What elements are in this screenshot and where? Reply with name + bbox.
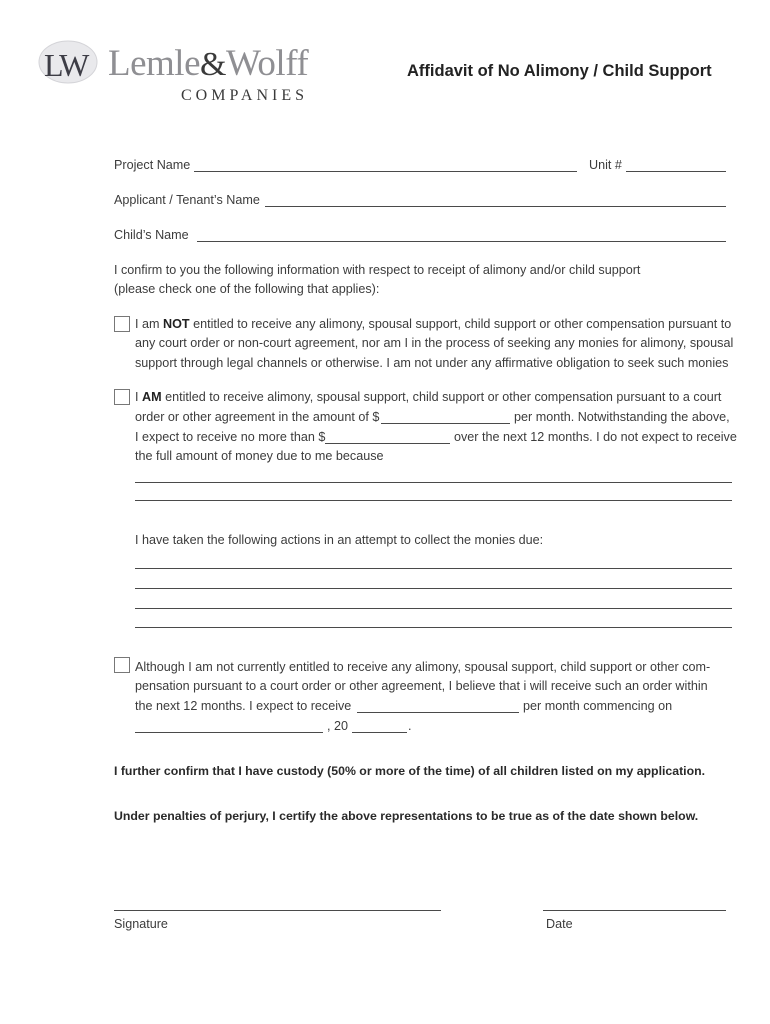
- actions-line-4[interactable]: [135, 627, 732, 628]
- option2-line-2b: per month. Notwithstanding the above,: [514, 410, 730, 424]
- option3-line-1: Although I am not currently entitled to receive any alimony, spousal support, child support or other com-: [135, 660, 711, 674]
- option3-line-3b: per month commencing on: [523, 699, 673, 713]
- intro-line-2: (please check one of the following that applies):: [114, 282, 380, 296]
- child-name-field[interactable]: [197, 241, 726, 242]
- option2-line-1: [135, 388, 721, 408]
- perjury-statement: Under penalties of perjury, I certify the above representations to be true as of the date shown below.: [114, 809, 699, 823]
- commencing-year-field[interactable]: [352, 732, 407, 733]
- reason-line-2[interactable]: [135, 500, 732, 501]
- actions-label: I have taken the following actions in an attempt to collect the monies due:: [135, 533, 544, 547]
- signature-field[interactable]: [114, 910, 441, 911]
- reason-line-1[interactable]: [135, 482, 732, 483]
- option-not-entitled-checkbox[interactable]: [114, 316, 130, 332]
- date-label: Date: [546, 917, 573, 931]
- option-entitled-checkbox[interactable]: [114, 389, 130, 405]
- option2-line-3b: over the next 12 months. I do not expect to receive: [454, 430, 737, 444]
- actions-line-1[interactable]: [135, 568, 732, 569]
- option-expect-order-checkbox[interactable]: [114, 657, 130, 673]
- option2-prefix: I: [135, 390, 142, 404]
- option2-line-2a: order or other agreement in the amount of $: [135, 410, 380, 424]
- svg-text:LW: LW: [44, 47, 88, 83]
- option2-line-3a: I expect to receive no more than $: [135, 430, 326, 444]
- company-logo-name: [108, 44, 308, 85]
- option3-line-3a: the next 12 months. I expect to receive: [135, 699, 352, 713]
- custody-statement: I further confirm that I have custody (50% or more of the time) of all children listed on my application.: [114, 764, 706, 778]
- child-name-label: Child’s Name: [114, 228, 189, 242]
- logo-ampersand: &: [200, 46, 226, 83]
- applicant-name-label: Applicant / Tenant’s Name: [114, 193, 260, 207]
- expected-monthly-field[interactable]: [357, 712, 519, 713]
- expected-amount-field[interactable]: [325, 443, 450, 444]
- option1-emphasis: NOT: [163, 317, 190, 331]
- monthly-amount-field[interactable]: [381, 423, 510, 424]
- option2-line-4: the full amount of money due to me because: [135, 449, 384, 463]
- actions-line-2[interactable]: [135, 588, 732, 589]
- option1-line1-rest: entitled to receive any alimony, spousal support, child support or other compensation pursuant to: [189, 317, 732, 331]
- option1-line-1: [135, 315, 731, 335]
- company-logo-mark: [38, 38, 100, 86]
- unit-field[interactable]: [626, 171, 726, 172]
- option2-emphasis: AM: [142, 390, 162, 404]
- date-field[interactable]: [543, 910, 726, 911]
- commencing-date-field[interactable]: [135, 732, 323, 733]
- option1-prefix: I am: [135, 317, 163, 331]
- option1-line-2: any court order or non-court agreement, nor am I in the process of seeking any monies for alimony, spousal: [135, 336, 734, 350]
- option3-line-2: pensation pursuant to a court order or other agreement, I believe that i will receive such an order within: [135, 679, 708, 693]
- signature-label: Signature: [114, 917, 168, 931]
- logo-name-part2: Wolff: [225, 43, 309, 84]
- option2-line1-rest: entitled to receive alimony, spousal support, child support or other compensation pursuant to a court: [161, 390, 722, 404]
- project-name-field[interactable]: [194, 171, 577, 172]
- unit-label: Unit #: [589, 158, 622, 172]
- logo-name-part1: Lemle: [108, 43, 201, 84]
- page-title: Affidavit of No Alimony / Child Support: [407, 62, 712, 80]
- project-name-label: Project Name: [114, 158, 191, 172]
- company-logo-subtitle: COMPANIES: [181, 87, 308, 104]
- option3-line-4a: , 20: [327, 719, 349, 733]
- intro-line-1: I confirm to you the following information with respect to receipt of alimony and/or child support: [114, 263, 641, 277]
- option1-line-3: support through legal channels or otherwise. I am not under any affirmative obligation to seek such monies: [135, 356, 729, 370]
- actions-line-3[interactable]: [135, 608, 732, 609]
- applicant-name-field[interactable]: [265, 206, 726, 207]
- option3-line-4b: .: [408, 719, 412, 733]
